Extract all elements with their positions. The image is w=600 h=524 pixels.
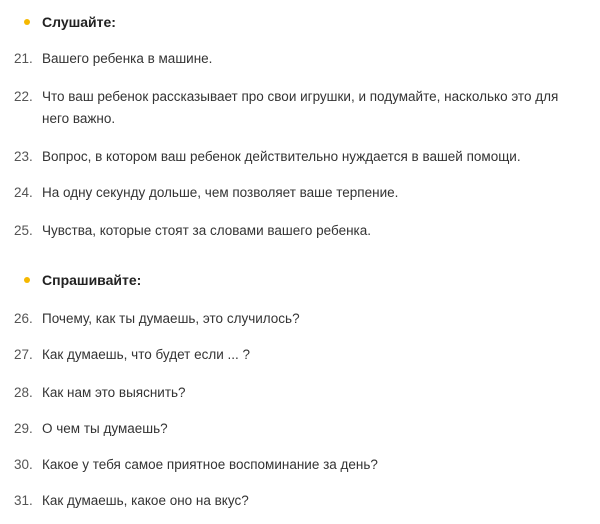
- item-text: О чем ты думаешь?: [42, 421, 168, 436]
- item-number: 28.: [14, 385, 33, 400]
- section-heading-text: Слушайте:: [42, 14, 116, 30]
- section-heading-text: Спрашивайте:: [42, 272, 142, 288]
- item-number: 21.: [14, 51, 33, 66]
- item-number: 29.: [14, 421, 33, 436]
- section-listen: [0, 12, 600, 32]
- item-text: Что ваш ребенок рассказывает про свои игрушки, и подумайте, насколько это для него важно.: [42, 89, 559, 126]
- bullet-icon: [24, 277, 30, 283]
- item-text: Чувства, которые стоят за словами вашего ребенка.: [42, 223, 372, 238]
- item-number: 31.: [14, 493, 33, 508]
- item-text: На одну секунду дольше, чем позволяет ваше терпение.: [42, 185, 399, 200]
- item-number: 25.: [14, 223, 33, 238]
- item-number: 24.: [14, 185, 33, 200]
- item-number: 27.: [14, 347, 33, 362]
- item-number: 22.: [14, 89, 33, 104]
- item-text: Какое у тебя самое приятное воспоминание за день?: [42, 457, 378, 472]
- item-text: Вопрос, в котором ваш ребенок действительно нуждается в вашей помощи.: [42, 149, 521, 164]
- section-heading: [0, 270, 600, 290]
- section-heading: [0, 12, 600, 32]
- item-text: Почему, как ты думаешь, это случилось?: [42, 311, 300, 326]
- item-number: 23.: [14, 149, 33, 164]
- item-text: Как думаешь, какое оно на вкус?: [42, 493, 249, 508]
- item-number: 30.: [14, 457, 33, 472]
- item-text: Как думаешь, что будет если ... ?: [42, 347, 251, 362]
- item-text: Как нам это выяснить?: [42, 385, 186, 400]
- section-ask: [0, 270, 600, 290]
- item-number: 26.: [14, 311, 33, 326]
- item-text: Вашего ребенка в машине.: [42, 51, 213, 66]
- bullet-icon: [24, 19, 30, 25]
